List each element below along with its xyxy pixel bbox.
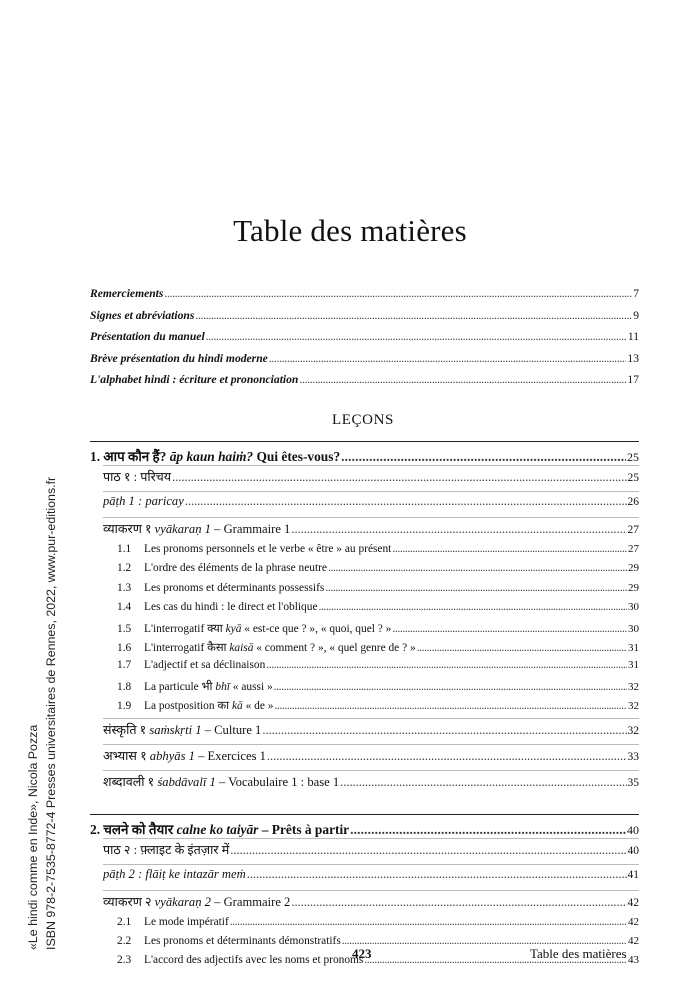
toc-item[interactable] <box>117 698 639 717</box>
item-label: L'interrogatif कैसा <box>144 641 227 654</box>
entry-label: पाठ २ : फ़्लाइट के इंतज़ार में <box>103 842 230 857</box>
item-label: Les pronoms et déterminants possessifs <box>144 581 325 594</box>
toc-entry[interactable] <box>90 309 639 331</box>
chapter-title[interactable] <box>90 815 639 838</box>
chapter-title-translit: āp kaun haiṁ? <box>169 449 254 464</box>
entry-label: – Vocabulaire 1 : base 1 <box>218 774 340 789</box>
toc-entry[interactable] <box>103 838 639 864</box>
toc-item[interactable] <box>117 659 639 678</box>
item-translit: kā <box>231 700 243 713</box>
item-label: L'interrogatif क्या <box>144 622 223 635</box>
front-matter-list <box>90 287 639 395</box>
toc-entry[interactable] <box>103 465 639 491</box>
toc-entry[interactable] <box>90 287 639 309</box>
entry-label-hindi: शब्दावली १ <box>103 774 155 789</box>
toc-item[interactable] <box>117 543 639 562</box>
entry-label: Signes et abréviations <box>90 308 195 322</box>
item-number: 1.1 <box>117 543 132 555</box>
item-number: 1.4 <box>117 601 132 614</box>
item-number: 1.6 <box>117 641 132 654</box>
side-credit-line-2: ISBN 978-2-7535-8772-4 Presses universitaires de Rennes, 2022, www.pur-editions.fr <box>44 476 58 950</box>
side-credit-line-1: «Le hindi comme en Inde», Nicola Pozza <box>26 724 40 950</box>
item-label: La particule भी <box>144 680 213 693</box>
entry-label: L'alphabet hindi : écriture et prononciation <box>90 373 299 387</box>
entry-label: Remerciements <box>90 287 164 300</box>
item-translit: kyā <box>225 622 242 635</box>
item-gloss: « est-ce que ? », « quoi, quel ? » <box>244 622 392 635</box>
entry-label-hindi: व्याकरण २ <box>103 894 152 909</box>
entry-page: 42 <box>627 896 639 909</box>
entry-label-translit: śabdāvalī 1 <box>157 774 216 789</box>
entry-page: 27 <box>628 543 639 555</box>
toc-entry[interactable] <box>90 373 639 395</box>
toc-entry[interactable] <box>103 770 639 796</box>
toc-entry[interactable] <box>90 352 639 374</box>
item-number: 1.9 <box>117 700 132 713</box>
entry-label-translit: vyākaraṇ 2 <box>154 894 211 909</box>
toc-entry[interactable] <box>103 744 639 770</box>
entry-page: 30 <box>628 601 639 614</box>
entry-label-hindi: संस्कृति १ <box>103 722 147 737</box>
entry-page: 32 <box>628 680 639 693</box>
entry-label: – Grammaire 2 <box>214 894 291 909</box>
toc-entry[interactable] <box>103 890 639 916</box>
page-title: Table des matières <box>233 213 467 248</box>
entry-page: 35 <box>627 776 639 789</box>
entry-page: 40 <box>627 822 639 837</box>
entry-page: 31 <box>628 659 639 672</box>
entry-label-translit: saṁskṛti 1 <box>149 722 202 737</box>
entry-label: pāṭh 1 : paricay <box>103 494 184 508</box>
item-label: L'adjectif et sa déclinaison <box>144 659 266 672</box>
entry-page: 29 <box>628 562 639 575</box>
entry-page: 27 <box>627 524 639 536</box>
entry-label-translit: vyākaraṇ 1 <box>154 522 211 536</box>
entry-label: Présentation du manuel <box>90 330 205 344</box>
toc-item[interactable] <box>117 640 639 659</box>
entry-page: 32 <box>628 700 639 713</box>
item-label: Les pronoms personnels et le verbe « être » au présent <box>144 543 392 555</box>
entry-page: 40 <box>627 844 639 857</box>
item-gloss: « comment ? », « quel genre de ? » <box>256 641 416 654</box>
entry-page: 7 <box>633 287 639 300</box>
item-number: 2.2 <box>117 934 132 947</box>
entry-label: Brève présentation du hindi moderne <box>90 351 268 365</box>
chapter-title-hindi: 2. चलने को तैयार <box>90 821 174 837</box>
entry-page: 41 <box>627 868 639 881</box>
chapter-title-translit: calne ko taiyār <box>176 821 259 837</box>
toc-entry[interactable] <box>103 864 639 890</box>
chapter-title-french: – Prêts à partir <box>261 821 350 837</box>
running-footer-label: Table des matières <box>530 946 627 961</box>
entry-label: पाठ १ : परिचय <box>103 470 172 484</box>
item-label: Les pronoms et déterminants démonstratifs <box>144 934 341 947</box>
entry-page: 30 <box>628 622 639 635</box>
entry-label: – Grammaire 1 <box>214 522 291 536</box>
entry-label: pāṭh 2 : flāiṭ ke intazār meṁ <box>103 866 246 881</box>
entry-page: 29 <box>628 581 639 594</box>
item-translit: bhī <box>215 680 230 693</box>
item-number: 1.3 <box>117 581 132 594</box>
toc-entry[interactable] <box>103 517 639 543</box>
item-number: 1.2 <box>117 562 132 575</box>
lecons-heading: LEÇONS <box>332 412 394 428</box>
item-number: 1.7 <box>117 659 132 672</box>
toc-item[interactable] <box>117 621 639 640</box>
item-label: Le mode impératif <box>144 915 229 928</box>
toc-item[interactable] <box>117 916 639 935</box>
toc-entry[interactable] <box>90 330 639 352</box>
entry-label-hindi: व्याकरण १ <box>103 522 152 536</box>
lessons-list <box>90 441 639 974</box>
toc-item[interactable] <box>117 562 639 581</box>
entry-page: 11 <box>627 330 639 344</box>
entry-page: 17 <box>627 373 639 387</box>
chapter-title[interactable] <box>90 442 639 465</box>
page-number: 423 <box>352 946 372 961</box>
chapter-title-french: Qui êtes-vous? <box>256 449 341 464</box>
entry-label: – Culture 1 <box>204 722 262 737</box>
chapter-title-hindi: 1. आप कौन हैं? <box>90 449 167 464</box>
entry-page: 13 <box>627 351 639 365</box>
entry-label: – Exercices 1 <box>198 748 266 763</box>
item-number: 2.1 <box>117 915 132 928</box>
entry-page: 43 <box>628 954 639 967</box>
entry-page: 25 <box>627 472 639 484</box>
toc-item[interactable] <box>117 679 639 698</box>
item-gloss: « aussi » <box>232 680 273 693</box>
entry-page: 31 <box>628 641 639 654</box>
entry-page: 25 <box>627 450 639 464</box>
side-credit <box>8 455 68 950</box>
item-label: L'ordre des éléments de la phrase neutre <box>144 562 327 575</box>
item-label: L'accord des adjectifs avec les noms et pronoms <box>144 954 364 967</box>
item-gloss: « de » <box>245 700 274 713</box>
entry-page: 32 <box>627 724 639 737</box>
entry-page: 42 <box>628 934 639 947</box>
item-label: La postposition का <box>144 700 230 713</box>
item-label: Les cas du hindi : le direct et l'oblique <box>144 601 318 614</box>
toc-entry[interactable] <box>103 718 639 744</box>
item-number: 2.3 <box>117 954 132 967</box>
toc-entry[interactable] <box>103 491 639 517</box>
toc-item[interactable] <box>117 601 639 620</box>
entry-page: 26 <box>627 496 639 508</box>
entry-page: 9 <box>633 308 639 322</box>
chapter-1 <box>90 441 639 796</box>
entry-page: 33 <box>627 750 639 763</box>
entry-page: 42 <box>628 915 639 928</box>
toc-item[interactable] <box>117 582 639 601</box>
item-number: 1.8 <box>117 680 132 693</box>
entry-label-hindi: अभ्यास १ <box>103 748 147 763</box>
item-number: 1.5 <box>117 622 132 635</box>
entry-label-translit: abhyās 1 <box>149 748 195 763</box>
item-translit: kaisā <box>229 641 254 654</box>
